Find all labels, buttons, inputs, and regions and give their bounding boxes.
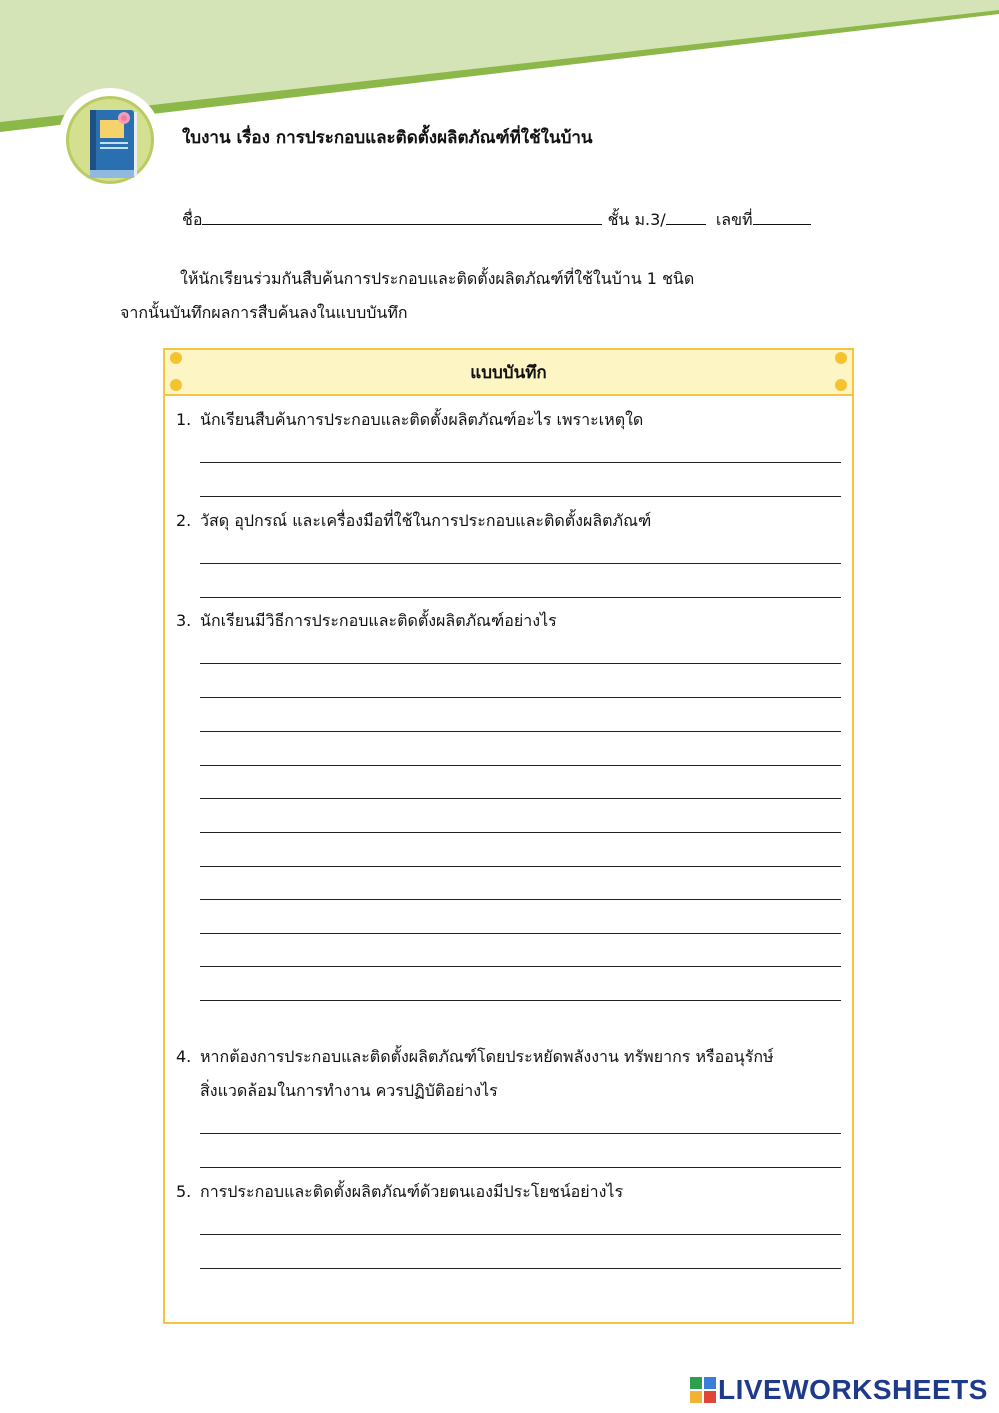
answer-line[interactable] [200,1234,841,1235]
name-label: ชื่อ [182,210,203,229]
corner-dot-top-left [170,352,182,364]
corner-dot-top-right [835,352,847,364]
answer-line[interactable] [200,1133,841,1134]
answer-line[interactable] [200,731,841,732]
corner-dot-bottom-left [170,379,182,391]
number-field[interactable] [753,208,811,225]
student-info-line [182,208,811,233]
liveworksheets-icon [690,1377,716,1403]
answer-line[interactable] [200,462,841,463]
answer-line[interactable] [200,496,841,497]
notebook-icon [88,108,138,180]
answer-line[interactable] [200,798,841,799]
number-label: เลขที่ [715,210,753,229]
record-box-title: แบบบันทึก [165,350,852,396]
answer-line[interactable] [200,966,841,967]
question-number: 4. [176,1047,192,1066]
record-box [163,348,854,1324]
question-1 [176,408,643,433]
question-text: นักเรียนมีวิธีการประกอบและติดตั้งผลิตภัณฑ์อย่างไร [200,611,557,630]
answer-line[interactable] [200,597,841,598]
answer-line[interactable] [200,663,841,664]
worksheet-title: ใบงาน เรื่อง การประกอบและติดตั้งผลิตภัณฑ์ที่ใช้ในบ้าน [182,128,593,148]
answer-line[interactable] [200,765,841,766]
question-number: 3. [176,611,192,630]
answer-line[interactable] [200,866,841,867]
liveworksheets-logo [690,1374,988,1406]
question-4-continued [200,1079,498,1104]
question-3 [176,609,557,634]
answer-line[interactable] [200,1167,841,1168]
brand-name: LIVEWORKSHEETS [718,1374,988,1405]
class-label: ชั้น ม.3/ [607,210,666,229]
question-text: การประกอบและติดตั้งผลิตภัณฑ์ด้วยตนเองมีประโยชน์อย่างไร [200,1182,624,1201]
answer-line[interactable] [200,832,841,833]
question-text: วัสดุ อุปกรณ์ และเครื่องมือที่ใช้ในการประกอบและติดตั้งผลิตภัณฑ์ [200,511,652,530]
answer-line[interactable] [200,1268,841,1269]
answer-line[interactable] [200,1000,841,1001]
answer-line[interactable] [200,563,841,564]
question-text: หากต้องการประกอบและติดตั้งผลิตภัณฑ์โดยประหยัดพลังงาน ทรัพยากร หรืออนุรักษ์ [200,1047,774,1066]
name-field[interactable] [202,208,602,225]
question-number: 2. [176,511,192,530]
instruction-line-1: ให้นักเรียนร่วมกันสืบค้นการประกอบและติดตั้งผลิตภัณฑ์ที่ใช้ในบ้าน 1 ชนิด [180,269,695,288]
question-number: 5. [176,1182,192,1201]
question-4 [176,1045,774,1070]
answer-line[interactable] [200,899,841,900]
answer-line[interactable] [200,933,841,934]
question-number: 1. [176,410,192,429]
answer-line[interactable] [200,697,841,698]
question-5 [176,1180,623,1205]
instruction-line-2: จากนั้นบันทึกผลการสืบค้นลงในแบบบันทึก [120,303,408,322]
class-field[interactable] [666,208,706,225]
question-text: นักเรียนสืบค้นการประกอบและติดตั้งผลิตภัณฑ์อะไร เพราะเหตุใด [200,410,644,429]
question-text-continued: สิ่งแวดล้อมในการทำงาน ควรปฏิบัติอย่างไร [200,1081,498,1100]
question-2 [176,509,651,534]
corner-dot-bottom-right [835,379,847,391]
